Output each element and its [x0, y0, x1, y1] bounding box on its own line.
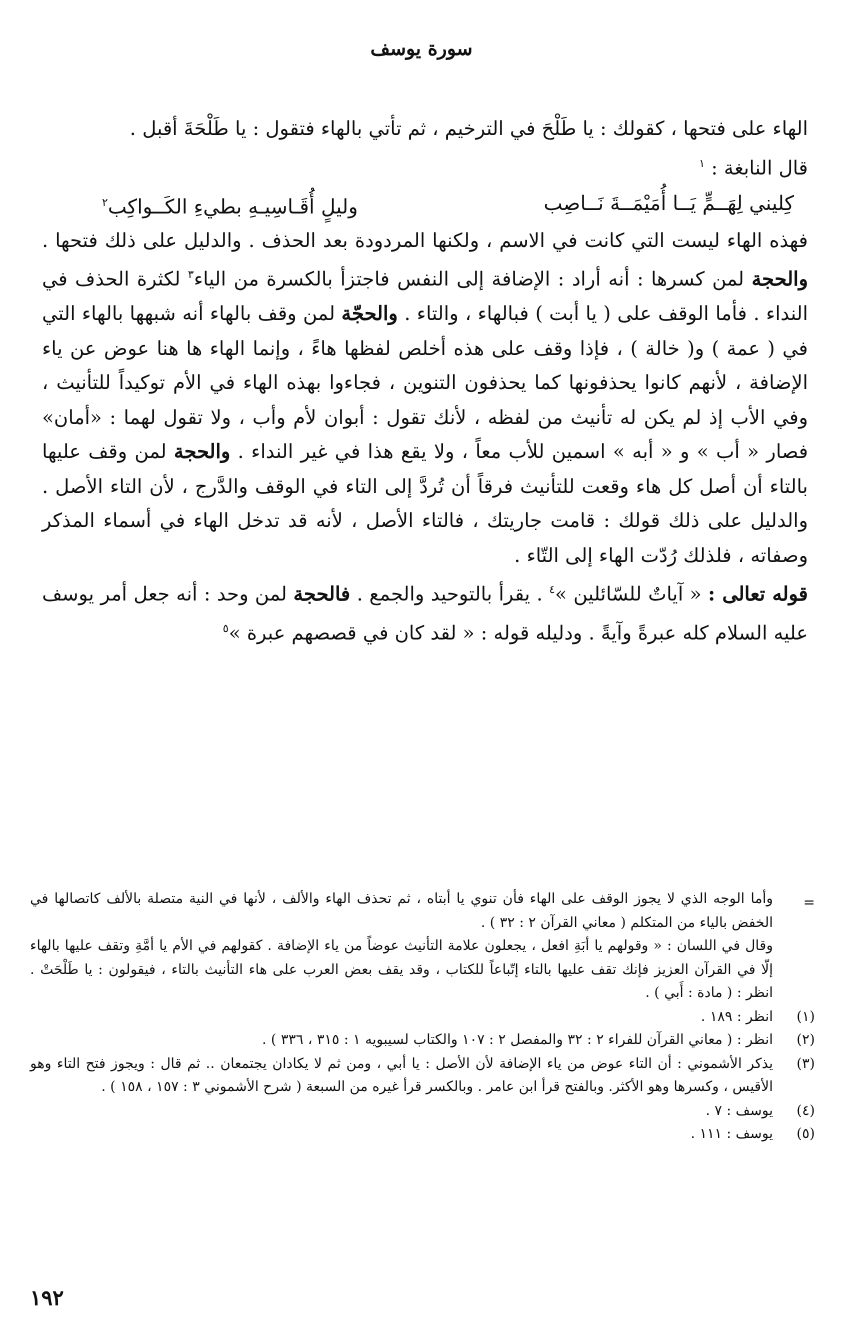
verse-second-hemistich: وليلٍ أُقَـاسِيـهِ بطيءِ الكَــواكِب$^٢$: [102, 194, 358, 219]
page-number: ١٩٢: [30, 1285, 64, 1310]
footnote-ref: ١: [699, 156, 705, 170]
footnote-text: يوسف : ١١١ .: [690, 1126, 773, 1142]
bold-term: والحجّة: [341, 302, 398, 326]
footnotes: [30, 888, 815, 1147]
footnote-text: يذكر الأشموني : أن التاء عوض من ياء الإضافة لأن الأصل : يا أبي ، ومن ثم لا يكادان يجتمعان .. ثم قال : ويجوز فتح التاء وهو الأقيس ، وكسرها وهو الأكثر. وبالفتح قرأ ابن عامر . وبالكسر قرأ غيره من السبعة ( شرح الأشموني ٣ : ١٥٧ ، ١٥٨ ) .: [30, 1055, 773, 1095]
footnote-item: [30, 1006, 815, 1030]
bold-term: قوله تعالى :: [708, 582, 808, 606]
poetry-verse: [42, 186, 808, 224]
footnote-item: [30, 1053, 815, 1100]
footnote-item: [30, 1123, 815, 1147]
footnote-text: انظر : ١٨٩ .: [700, 1008, 773, 1025]
footnote-text: وقال في اللسان : « وقولهم يا أبَةِ افعل ، يجعلون علامة التأنيث عوضاً من ياء الإضافة . كقولهم في الأم يا أمَّةِ وتقف عليها بالهاء إلّا في القرآن العزيز فإنك تقف عليها بالتاء إتّباعاً للكتاب ، وقد يقف بعض العرب على هاء التأنيث بالتاء ، فيقولون : يا طَلْحَتْ . انظر : ( مادة : أَبي ) .: [30, 938, 773, 1001]
footnote-text: وأما الوجه الذي لا يجوز الوقف على الهاء فأن تنوي يا أبتاه ، ثم تحذف الهاء والألف ، لأنها في النية متصلة بالألف كاتصالها في الخفض بالياء من المتكلم ( معاني القرآن ٢ : ٣٢ ) .: [30, 891, 773, 931]
footnote-text: انظر : ( معاني القرآن للفراء ٢ : ٣٢ والمفصل ٢ : ١٠٧ والكتاب لسيبويه ١ : ٣١٥ ، ٣٣٦ ) .: [262, 1032, 773, 1048]
footnote-ref: ٥: [222, 622, 229, 636]
footnote-number: (٤): [796, 1102, 815, 1119]
footnote-number: (٣): [796, 1055, 815, 1072]
footnote-text: يوسف : ٧ .: [705, 1102, 773, 1119]
footnote-number: (٢): [796, 1032, 815, 1048]
bold-term: والحجة: [751, 267, 808, 291]
footnote-item: [30, 1100, 815, 1124]
footnote-continuation: [30, 888, 815, 1006]
footnote-item: [30, 1029, 815, 1053]
verse-first-hemistich: كِليني لِهَــمٍّ يَــا أُمَيْمَــةَ نَــاصِب: [543, 190, 794, 215]
footnote-ref: ٤: [549, 583, 556, 597]
footnote-number: (١): [796, 1008, 815, 1025]
bold-term: والحجة: [173, 440, 231, 464]
footnote-number: (٥): [796, 1126, 815, 1142]
text-line: الهاء على فتحها ، كقولك : يا طَلْحَ في الترخيم ، ثم تأتي بالهاء فتقول : يا طَلْحَةَ أقبل .: [129, 117, 808, 140]
verse-intro: قال النابغة : $^١$: [699, 156, 808, 179]
bold-term: فالحجة: [293, 582, 351, 606]
footnote-ref: ٣: [187, 268, 194, 282]
paragraph-1: [42, 112, 808, 147]
paragraph-3: قوله تعالى : « آياتٌ للسّائلين »$^٤$ . يقرأ بالتوحيد والجمع . فالحجة لمن وحد : أنه جعل أمر يوسف عليه السلام كله عبرةً وآيةً . ودليله قوله : « لقد كان في قصصهم عبرة »$^٥$: [42, 582, 808, 645]
footnote-ref: ٢: [102, 195, 108, 209]
continuation-marker: =: [803, 895, 815, 911]
paragraph-2: فهذه الهاء ليست التي كانت في الاسم ، ولكنها المردودة بعد الحذف . والدليل على ذلك فتحها . والحجة لمن كسرها : أنه أراد : الإضافة إلى النفس فاجتزأ بالكسرة من الياء$^٣$ لكثرة الحذف في النداء . فأما الوقف على ( يا أبت ) فبالهاء ، والتاء . والحجّة لمن وقف بالهاء أنه شبهها بالهاء التي في ( عمة ) و( خالة ) ، فإذا وقف على هذه أخلص لفظها هاءً ، وإنما الهاء ها هنا عوض عن ياء الإضافة ، لأنهم كانوا يحذفونها كما يحذفون التنوين ، فجاءوا بهذه الهاء في الأم توكيداً للتأنيث ، وفي الأب إذ لم يكن له تأنيث من لفظه ، لأنك تقول : أبوان لأم وأب ، ولا تقول لهما : «أمان» فصار « أب » و « أبه » اسمين للأب معاً ، ولا يقع هذا في غير النداء . والحجة لمن وقف عليها بالتاء أن أصل كل هاء وقعت للتأنيث فرقاً أن تُردَّ إلى التاء في الوقف والدَّرج ، لأن التاء الأصل . والدليل على ذلك قولك : قامت جاريتك ، فالتاء الأصل ، لأنه قد تدخل الهاء في أسماء المذكر وصفاته ، فلذلك رُدّت الهاء إلى التّاء .: [42, 228, 809, 567]
running-header: سورة يوسف: [370, 38, 473, 60]
main-text: [42, 112, 808, 651]
